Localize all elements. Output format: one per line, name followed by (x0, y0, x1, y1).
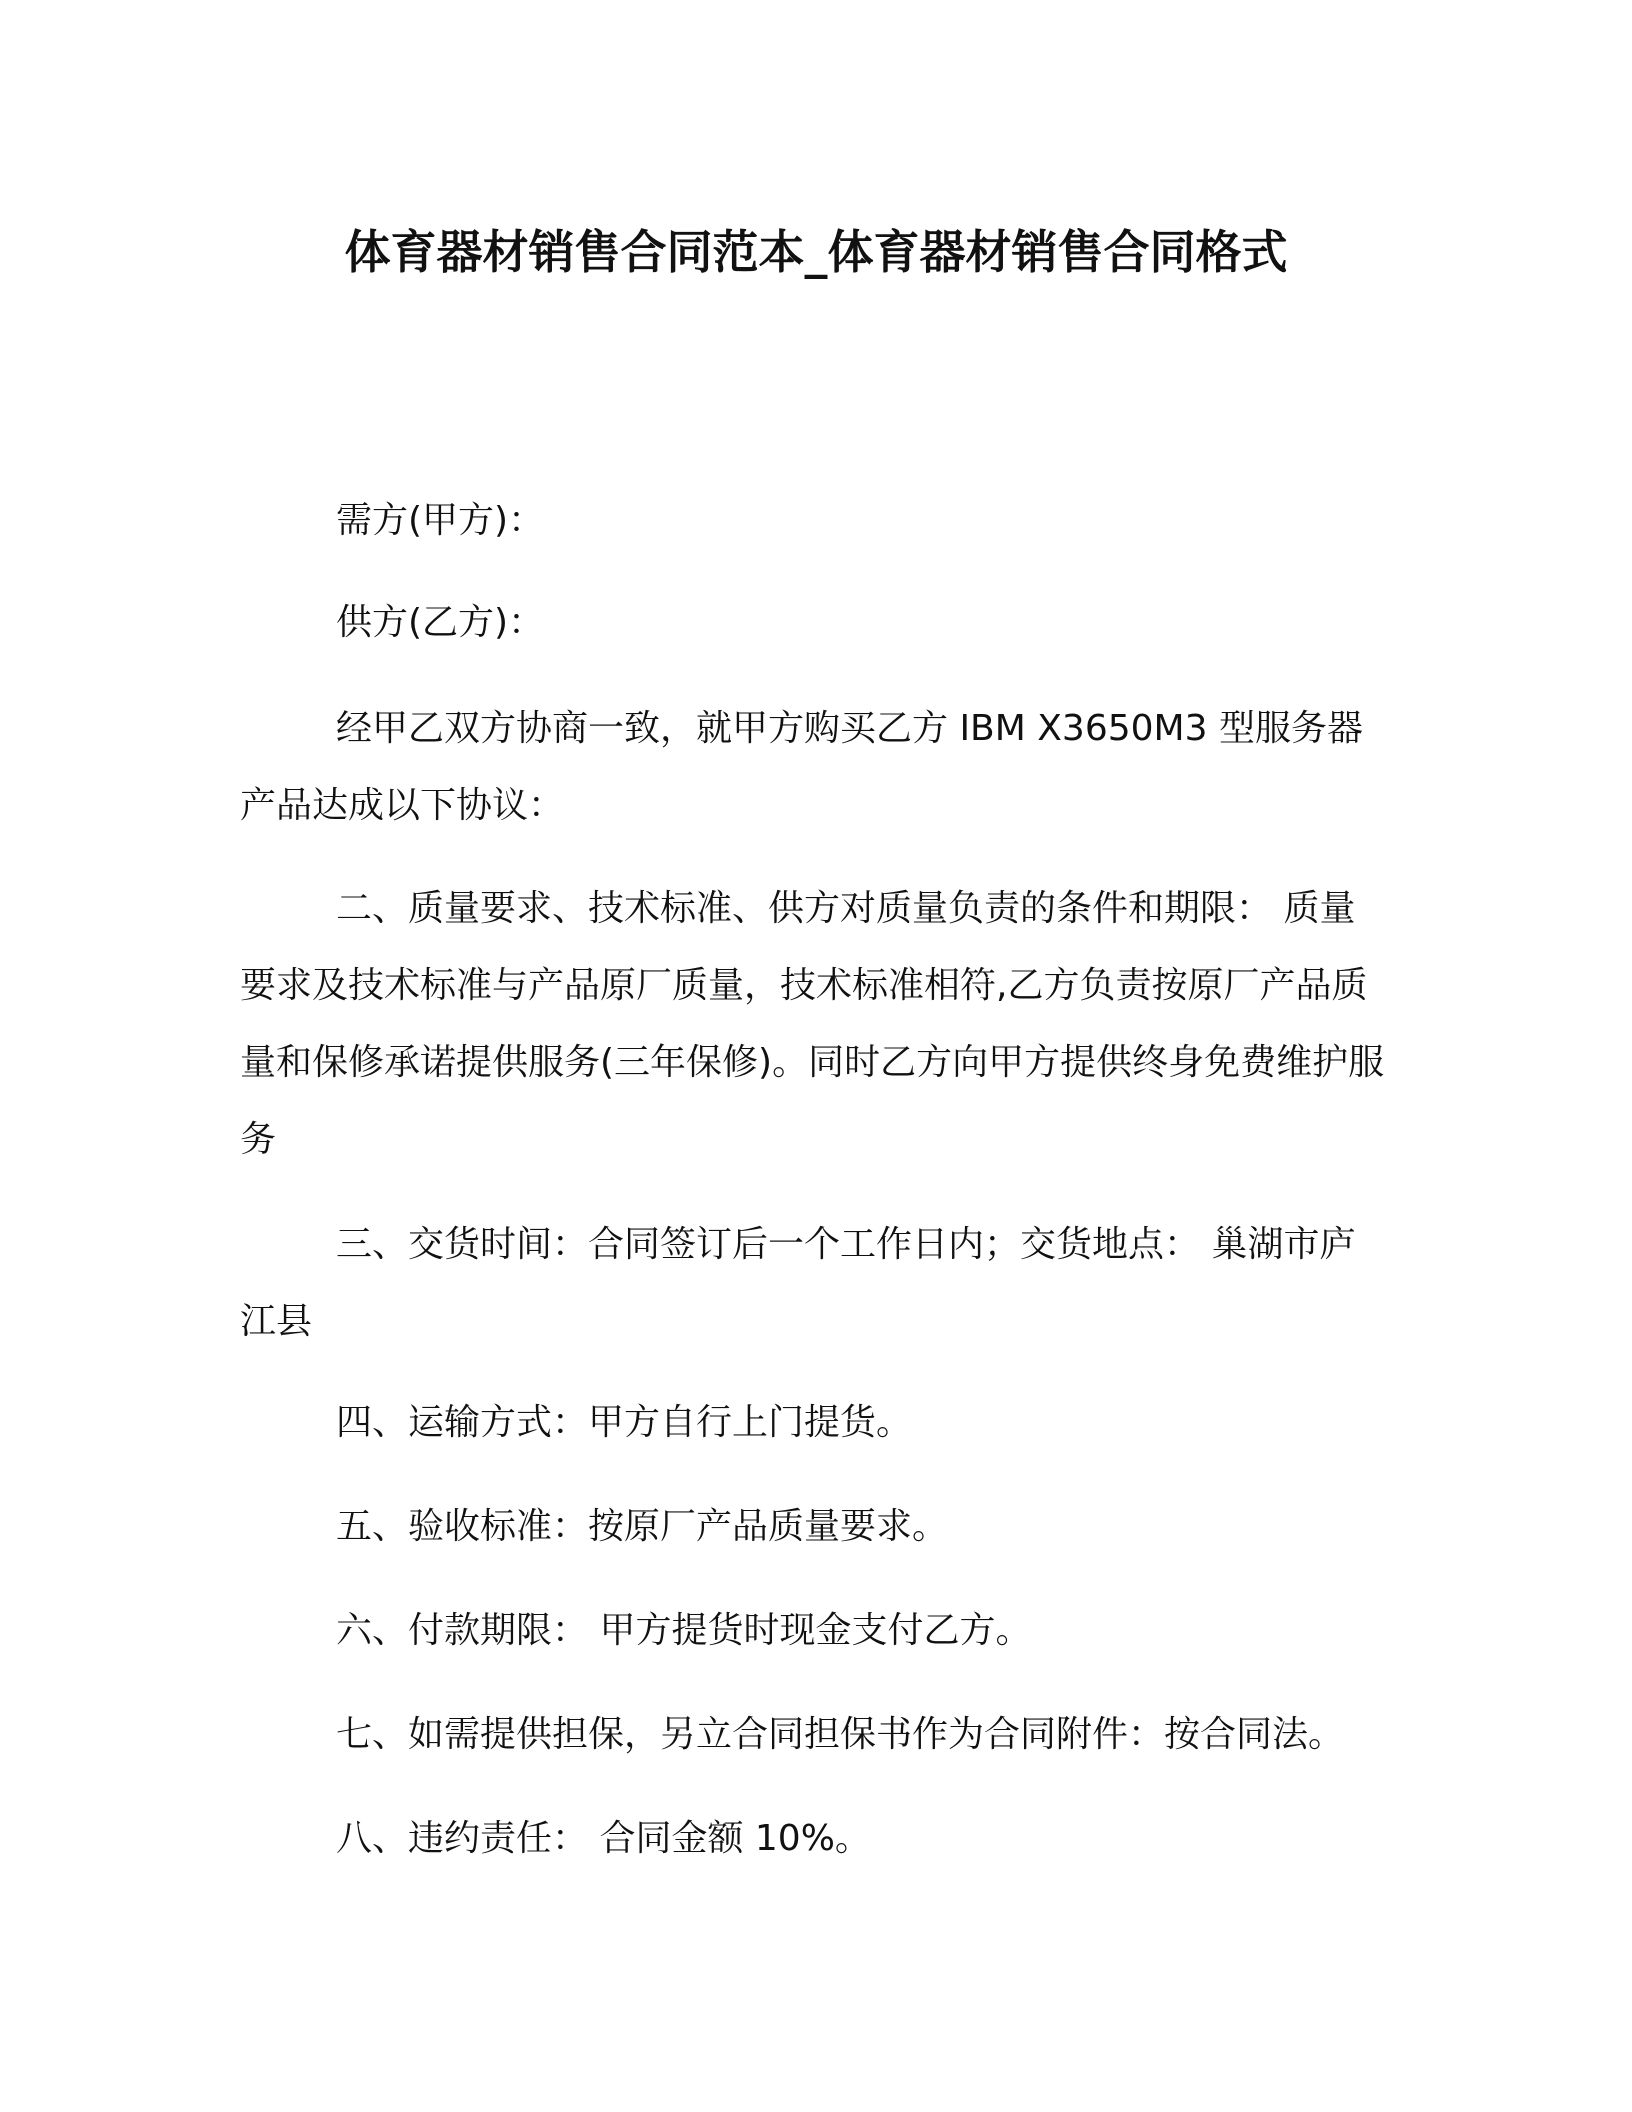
seller-line: 供方(乙方)： (336, 602, 545, 643)
clause-guarantee: 七、如需提供担保，另立合同担保书作为合同附件：按合同法。 (336, 1714, 1345, 1755)
clause-quality: 二、质量要求、技术标准、供方对质量负责的条件和期限： 质量要求及技术标准与产品原厂质量，技术标准相符,乙方负责按原厂产品质量和保修承诺提供服务(三年保修)。同时乙方向甲方提供终身免费维护服务 (240, 888, 1385, 1160)
clause-delivery: 三、交货时间：合同签订后一个工作日内；交货地点： 巢湖市庐江县 (240, 1224, 1356, 1342)
clause-payment: 六、付款期限： 甲方提货时现金支付乙方。 (336, 1610, 1032, 1651)
clause-acceptance: 五、验收标准：按原厂产品质量要求。 (336, 1506, 949, 1547)
intro-paragraph: 经甲乙双方协商一致，就甲方购买乙方 IBM X3650M3 型服务器产品达成以下协议： (240, 708, 1363, 826)
document-title: 体育器材销售合同范本_体育器材销售合同格式 (344, 225, 1288, 279)
buyer-line: 需方(甲方)： (336, 500, 545, 541)
clause-liability: 八、违约责任： 合同金额 10%。 (336, 1818, 871, 1859)
clause-transport: 四、运输方式：甲方自行上门提货。 (336, 1402, 913, 1443)
